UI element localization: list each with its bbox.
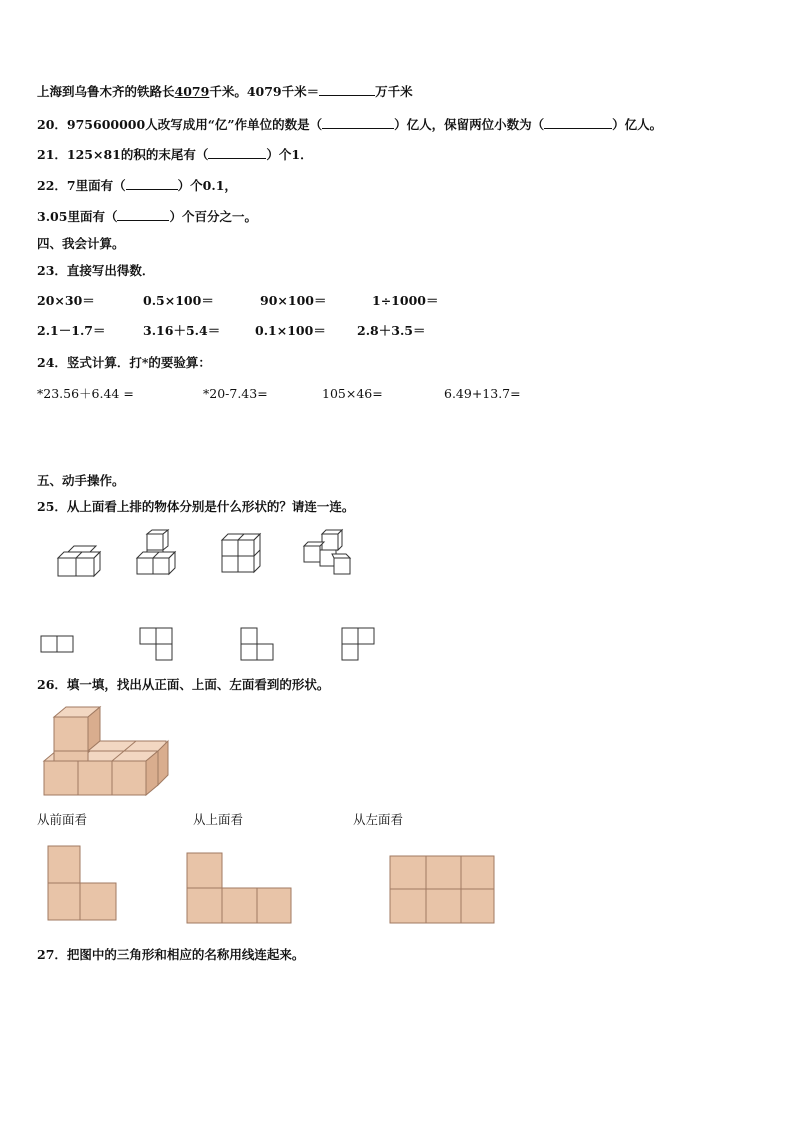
top-view-shape-1[interactable] (41, 636, 81, 660)
top-view-shape-2[interactable] (140, 628, 180, 668)
vertical-calc-item: *20-7.43= (203, 386, 268, 401)
question-21 (37, 146, 313, 163)
q22-text-e: 0.1， (202, 178, 237, 193)
section-5-heading: 五、动手操作。 (37, 473, 125, 488)
question-24: 24．竖式计算．打*的要验算： (37, 355, 211, 370)
answer-blank[interactable] (126, 177, 178, 190)
vertical-calc-item: *23.56＋6.44 = (37, 386, 134, 401)
q21-text-d: ）个 (266, 147, 292, 162)
calc-item: 0.1×100＝ (255, 323, 326, 338)
question-26: 26．填一填，找出从正面、上面、左面看到的形状。 (37, 677, 330, 692)
answer-blank[interactable] (544, 116, 612, 129)
question-25: 25．从上面看上排的物体分别是什么形状的？请连一连。 (37, 499, 355, 514)
q20-text-b: 人改写成用“亿”作单位的数是（ (145, 117, 323, 132)
railway-text-e: 万千米 (375, 84, 413, 99)
top-view-shape (187, 853, 297, 933)
calc-item: 20×30＝ (37, 293, 95, 308)
answer-blank[interactable] (208, 146, 266, 159)
calc-item: 1÷1000＝ (372, 293, 439, 308)
view-label-top: 从上面看 (193, 812, 244, 827)
q20-value: 975600000 (66, 117, 146, 132)
q22-text-c: 里面有（ (75, 178, 126, 193)
q22b-text-c: ）个百分之一。 (169, 209, 257, 224)
answer-blank[interactable] (322, 116, 394, 129)
q21-expr: 125×81 (66, 147, 121, 162)
calc-item: 3.16＋5.4＝ (143, 323, 221, 338)
q22-value: 7 (66, 178, 76, 193)
cube-structure (42, 705, 182, 805)
question-22 (37, 177, 237, 194)
question-22-part-2 (37, 208, 257, 225)
railway-text-d: 千米＝ (281, 84, 320, 99)
question-20 (37, 116, 662, 133)
q20-text-d: ）亿人。 (612, 117, 663, 132)
top-view-shape-3[interactable] (241, 628, 281, 668)
q21-text-c: 的积的末尾有（ (120, 147, 209, 162)
section-4-heading: 四、我会计算。 (37, 236, 125, 251)
cube-object-1[interactable] (58, 540, 118, 590)
answer-blank[interactable] (117, 208, 169, 221)
front-view-shape (48, 846, 128, 926)
q21-text-e: 1． (291, 147, 313, 162)
q20-number: 20． (37, 117, 67, 132)
cube-object-2[interactable] (135, 530, 195, 580)
question-23: 23．直接写出得数． (37, 263, 155, 278)
cube-object-4[interactable] (302, 528, 362, 578)
q22-text-d: ）个 (177, 178, 203, 193)
railway-length: 4079 (174, 84, 210, 99)
left-view-shape (390, 856, 500, 926)
railway-text-c: 4079 (246, 84, 282, 99)
vertical-calc-item: 105×46= (322, 386, 383, 401)
q22b-value: 3.05 (37, 209, 68, 224)
view-label-left: 从左面看 (353, 812, 404, 827)
railway-text-b: 千米。 (209, 84, 247, 99)
top-view-shape-4[interactable] (342, 628, 382, 668)
vertical-calc-item: 6.49+13.7= (444, 386, 521, 401)
calc-item: 2.1－1.7＝ (37, 323, 106, 338)
view-label-front: 从前面看 (37, 812, 88, 827)
calc-item: 90×100＝ (260, 293, 327, 308)
answer-blank[interactable] (319, 83, 375, 96)
calc-item: 0.5×100＝ (143, 293, 214, 308)
question-27: 27．把图中的三角形和相应的名称用线连起来。 (37, 947, 305, 962)
q21-number: 21． (37, 147, 67, 162)
calc-item: 2.8＋3.5＝ (357, 323, 426, 338)
q20-text-c: ）亿人，保留两位小数为（ (394, 117, 545, 132)
cube-object-3[interactable] (222, 532, 282, 582)
railway-question (37, 83, 413, 100)
q22-number: 22． (37, 178, 67, 193)
q22b-text-b: 里面有（ (67, 209, 118, 224)
railway-text-a: 上海到乌鲁木齐的铁路长 (37, 84, 175, 99)
